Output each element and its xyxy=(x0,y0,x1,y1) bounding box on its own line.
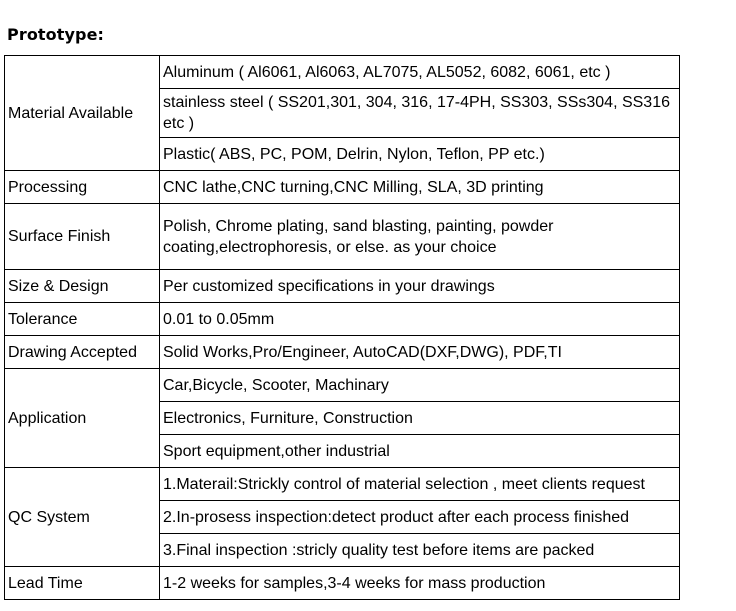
table-row xyxy=(5,369,680,402)
row-value: 1.Materail:Strickly control of material selection , meet clients request xyxy=(160,468,680,501)
page-title: Prototype: xyxy=(7,25,105,44)
row-label: Surface Finish xyxy=(5,204,160,270)
row-value: 2.In-prosess inspection:detect product after each process finished xyxy=(160,501,680,534)
row-value: 0.01 to 0.05mm xyxy=(160,303,680,336)
row-value: Per customized specifications in your drawings xyxy=(160,270,680,303)
row-value: stainless steel ( SS201,301, 304, 316, 17-4PH, SS303, SSs304, SS316 etc ) xyxy=(160,89,680,138)
row-value: Sport equipment,other industrial xyxy=(160,435,680,468)
row-label: Tolerance xyxy=(5,303,160,336)
row-label: Application xyxy=(5,369,160,468)
table-row xyxy=(5,303,680,336)
table-row xyxy=(5,336,680,369)
table-row xyxy=(5,204,680,270)
table-row xyxy=(5,56,680,89)
table-row xyxy=(5,270,680,303)
row-label: Material Available xyxy=(5,56,160,171)
table-row xyxy=(5,468,680,501)
row-value: Solid Works,Pro/Engineer, AutoCAD(DXF,DWG), PDF,TI xyxy=(160,336,680,369)
row-value: 1-2 weeks for samples,3-4 weeks for mass production xyxy=(160,567,680,600)
row-value: CNC lathe,CNC turning,CNC Milling, SLA, 3D printing xyxy=(160,171,680,204)
spec-table xyxy=(4,55,680,600)
row-value: Car,Bicycle, Scooter, Machinary xyxy=(160,369,680,402)
row-label: Drawing Accepted xyxy=(5,336,160,369)
row-label: QC System xyxy=(5,468,160,567)
row-value: Electronics, Furniture, Construction xyxy=(160,402,680,435)
table-row xyxy=(5,567,680,600)
row-label: Lead Time xyxy=(5,567,160,600)
row-label: Size & Design xyxy=(5,270,160,303)
row-value: 3.Final inspection :stricly quality test before items are packed xyxy=(160,534,680,567)
row-label: Processing xyxy=(5,171,160,204)
row-value: Aluminum ( Al6061, Al6063, AL7075, AL5052, 6082, 6061, etc ) xyxy=(160,56,680,89)
table-row xyxy=(5,171,680,204)
row-value: Polish, Chrome plating, sand blasting, painting, powder coating,electrophoresis, or else. as your choice xyxy=(160,204,680,270)
row-value: Plastic( ABS, PC, POM, Delrin, Nylon, Teflon, PP etc.) xyxy=(160,138,680,171)
